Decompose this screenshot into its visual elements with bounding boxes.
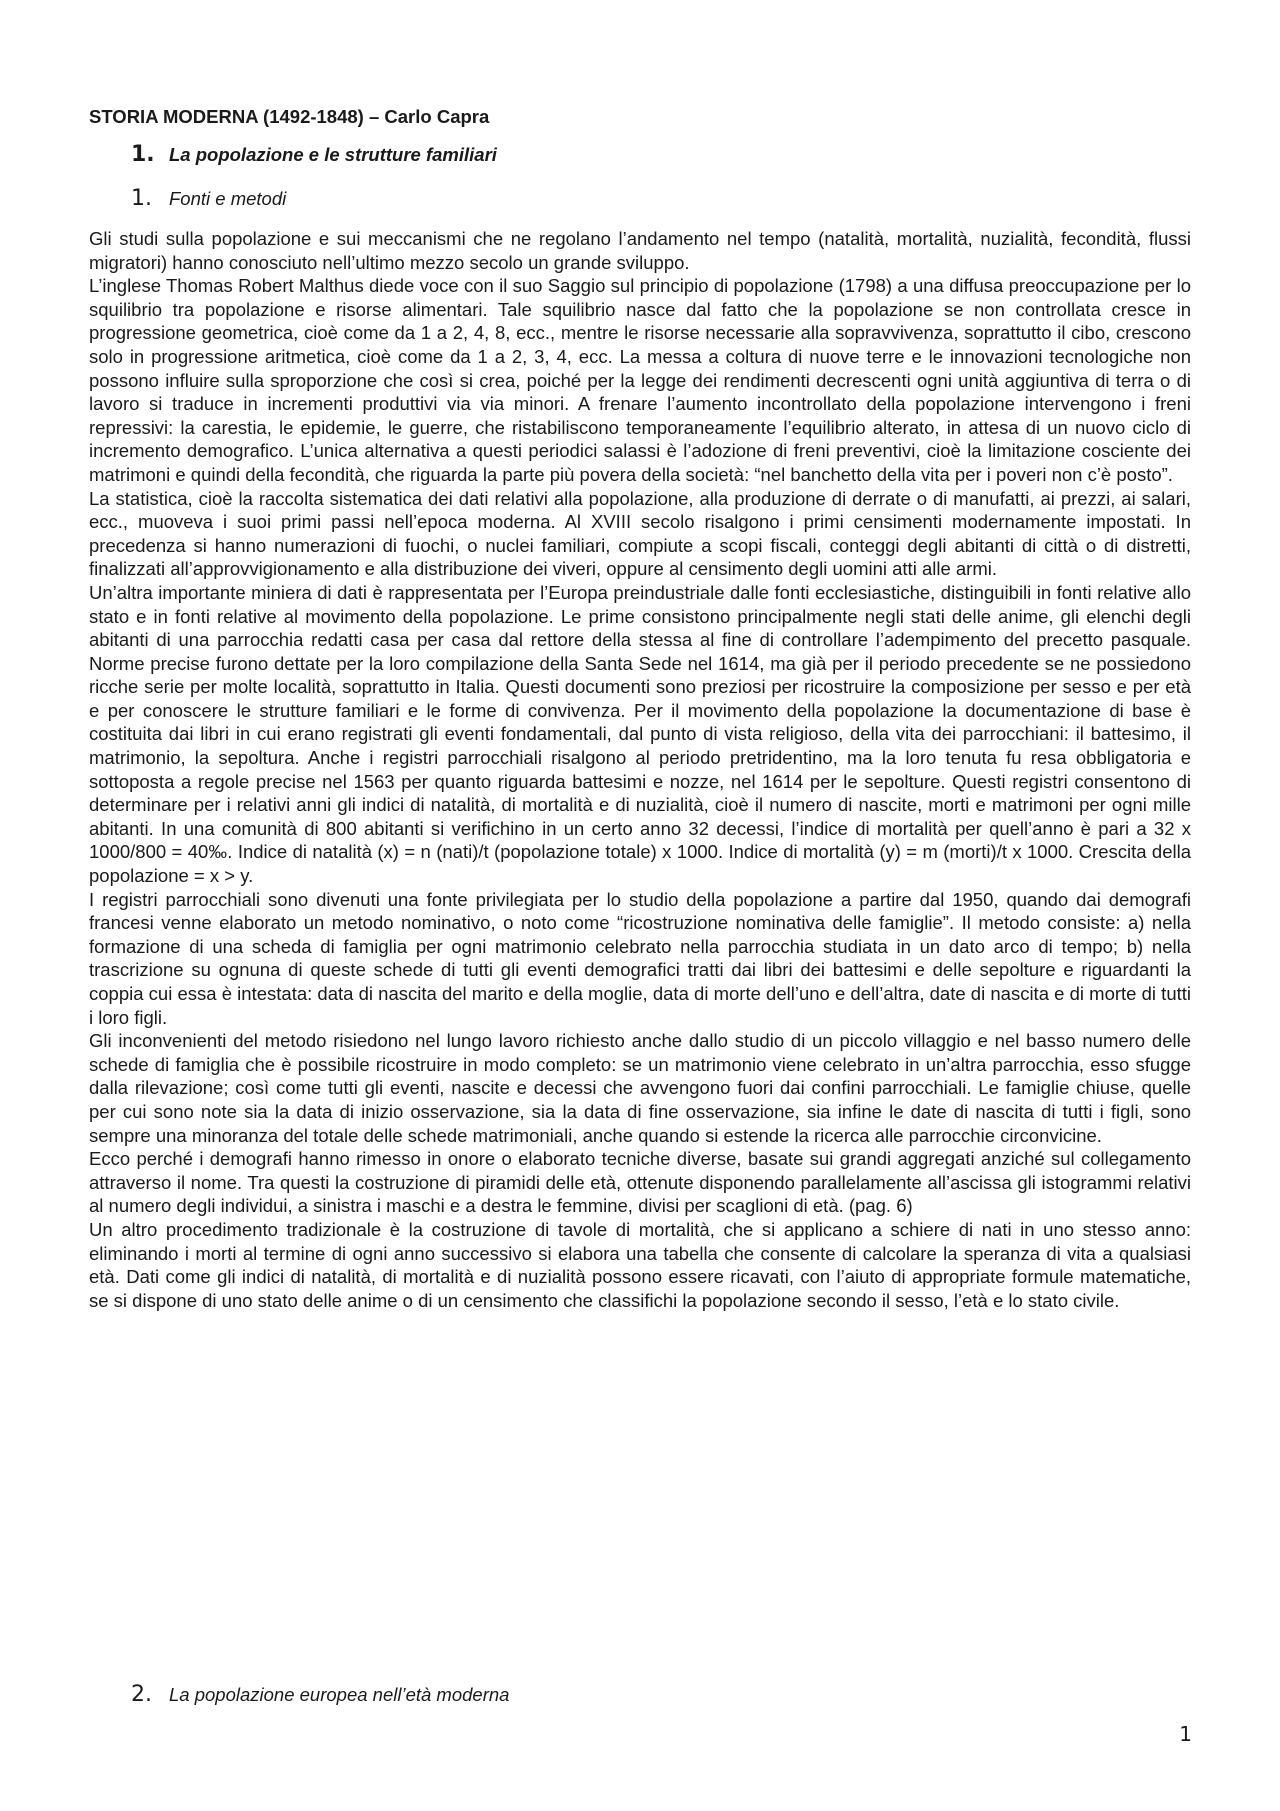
section-heading: [131, 186, 286, 211]
paragraph-intro: Gli studi sulla popolazione e sui meccanismi che ne regolano l’andamento nel tempo (natalità, mortalità, nuzialità, fecondità, flussi migratori) hanno conosciuto nell’ultimo mezzo secolo un grande sviluppo.: [89, 228, 1191, 273]
next-chapter-heading: [131, 1682, 509, 1707]
chapter-number: 1.: [131, 142, 155, 167]
paragraph-malthus: L’inglese Thomas Robert Malthus diede voce con il suo Saggio sul principio di popolazione (1798) a una diffusa preoccupazione per lo squilibrio tra popolazione e risorse alimentari. Tale squilibrio nasce dal fatto che la popolazione se non controllata cresce in progressione geometrica, cioè come da 1 a 2, 4, 8, ecc., mentre le risorse necessarie alla sopravvivenza, soprattutto il cibo, crescono solo in progressione aritmetica, cioè come da 1 a 2, 3, 4, ecc. La messa a coltura di nuove terre e le innovazioni tecnologiche non possono influire sulla sproporzione che così si crea, poiché per la legge dei rendimenti decrescenti ogni unità aggiuntiva di terra o di lavoro si traduce in incrementi produttivi via via minori. A frenare l’aumento incontrollato della popolazione intervengono i freni repressivi: la carestia, le epidemie, le guerre, che ristabiliscono temporaneamente l’equilibrio alterato, in attesa di un nuovo ciclo di incremento demografico. L’unica alternativa a questi periodici salassi è l’adozione di freni preventivi, cioè la limitazione cosciente dei matrimoni e quindi della fecondità, che riguarda la parte più povera della società: “nel banchetto della vita per i poveri non c’è posto”.: [89, 275, 1191, 485]
document-title: STORIA MODERNA (1492-1848) – Carlo Capra: [89, 106, 490, 127]
paragraph-registri-parrocchiali: I registri parrocchiali sono divenuti una fonte privilegiata per lo studio della popolazione a partire dal 1950, quando dai demografi francesi venne elaborato un metodo nominativo, o noto come “ricostruzione nominativa delle famiglie”. Il metodo consiste: a) nella formazione di una scheda di famiglia per ogni matrimonio celebrato nella parrocchia studiata in un dato arco di tempo; b) nella trascrizione su ognuna di queste schede di tutti gli eventi demografici tratti dai libri dei battesimi e delle sepolture e riguardanti la coppia cui essa è intestata: data di nascita del marito e della moglie, data di morte dell’uno e dell’altra, date di nascita e di morte di tutti i loro figli.: [89, 888, 1191, 1028]
next-chapter-title: La popolazione europea nell’età moderna: [169, 1684, 510, 1705]
paragraph-tavole-mortalita: Un altro procedimento tradizionale è la costruzione di tavole di mortalità, che si applicano a schiere di nati in uno stesso anno: eliminando i morti al termine di ogni anno successivo si elabora una tabella che consente di calcolare la speranza di vita a qualsiasi età. Dati come gli indici di natalità, di mortalità e di nuzialità possono essere ricavati, con l’aiuto di appropriate formule matematiche, se si dispone di uno stato delle anime o di un censimento che classifichi la popolazione secondo il sesso, l’età e lo stato civile.: [89, 1218, 1191, 1311]
paragraph-fonti-ecclesiastiche: Un’altra importante miniera di dati è rappresentata per l’Europa preindustriale dalle fonti ecclesiastiche, distinguibili in fonti relative allo stato e in fonti relative al movimento della popolazione. Le prime consistono principalmente negli stati delle anime, gli elenchi degli abitanti di una parrocchia redatti casa per casa dal rettore della stessa al fine di controllare l’adempimento del precetto pasquale. Norme precise furono dettate per la loro compilazione della Santa Sede nel 1614, ma già per il periodo precedente se ne possiedono ricche serie per molte località, soprattutto in Italia. Questi documenti sono preziosi per ricostruire la composizione per sesso e per età e per conoscere le strutture familiari e le forme di convivenza. Per il movimento della popolazione la documentazione di base è costituita dai libri in cui erano registrati gli eventi fondamentali, dal punto di vista religioso, della vita dei parrocchiani: il battesimo, il matrimonio, la sepoltura. Anche i registri parrocchiali risalgono al periodo pretridentino, ma la loro tenuta fu resa obbligatoria e sottoposta a regole precise nel 1563 per quanto riguarda battesimi e nozze, nel 1614 per le sepolture. Questi registri consentono di determinare per i relativi anni gli indici di natalità, di mortalità e di nuzialità, cioè il numero di nascite, morti e matrimoni per ogni mille abitanti. In una comunità di 800 abitanti si verifichino in un certo anno 32 decessi, l’indice di mortalità per quell’anno è pari a 32 x 1000/800 = 40‰. Indice di natalità (x) = n (nati)/t (popolazione totale) x 1000. Indice di mortalità (y) = m (morti)/t x 1000. Crescita della popolazione = x > y.: [89, 581, 1191, 887]
paragraph-statistica: La statistica, cioè la raccolta sistematica dei dati relativi alla popolazione, alla produzione di derrate o di manufatti, ai prezzi, ai salari, ecc., muoveva i suoi primi passi nell’epoca moderna. Al XVIII secolo risalgono i primi censimenti modernamente impostati. In precedenza si hanno numerazioni di fuochi, o nuclei familiari, compiute a scopi fiscali, conteggi degli abitanti di città o di distretti, finalizzati all’approvvigionamento e alla distribuzione dei viveri, oppure al censimento degli uomini atti alle armi.: [89, 487, 1191, 580]
next-chapter-number: 2.: [131, 1682, 152, 1707]
section-title: Fonti e metodi: [169, 188, 287, 209]
chapter-heading: [131, 142, 497, 167]
section-number: 1.: [131, 186, 152, 211]
paragraph-tecniche-diverse: Ecco perché i demografi hanno rimesso in onore o elaborato tecniche diverse, basate sui grandi aggregati anziché sul collegamento attraverso il nome. Tra questi la costruzione di piramidi delle età, ottenute disponendo parallelamente all’ascissa gli istogrammi relativi al numero degli individui, a sinistra i maschi e a destra le femmine, divisi per scaglioni di età. (pag. 6): [89, 1148, 1191, 1217]
chapter-title: La popolazione e le strutture familiari: [169, 144, 497, 165]
paragraph-inconvenienti: Gli inconvenienti del metodo risiedono nel lungo lavoro richiesto anche dallo studio di un piccolo villaggio e nel basso numero delle schede di famiglia che è possibile ricostruire in modo completo: se un matrimonio viene celebrato in un’altra parrocchia, esso sfugge dalla rilevazione; così come tutti gli eventi, nascite e decessi che avvengono fuori dai confini parrocchiali. Le famiglie chiuse, quelle per cui sono note sia la data di inizio osservazione, sia la data di fine osservazione, sia infine le date di nascita di tutti i figli, sono sempre una minoranza del totale delle schede matrimoniali, anche quando si estende la ricerca alle parrocchie circonvicine.: [89, 1030, 1191, 1146]
body-text: [89, 227, 1191, 1312]
page-number: 1: [1179, 1722, 1192, 1746]
